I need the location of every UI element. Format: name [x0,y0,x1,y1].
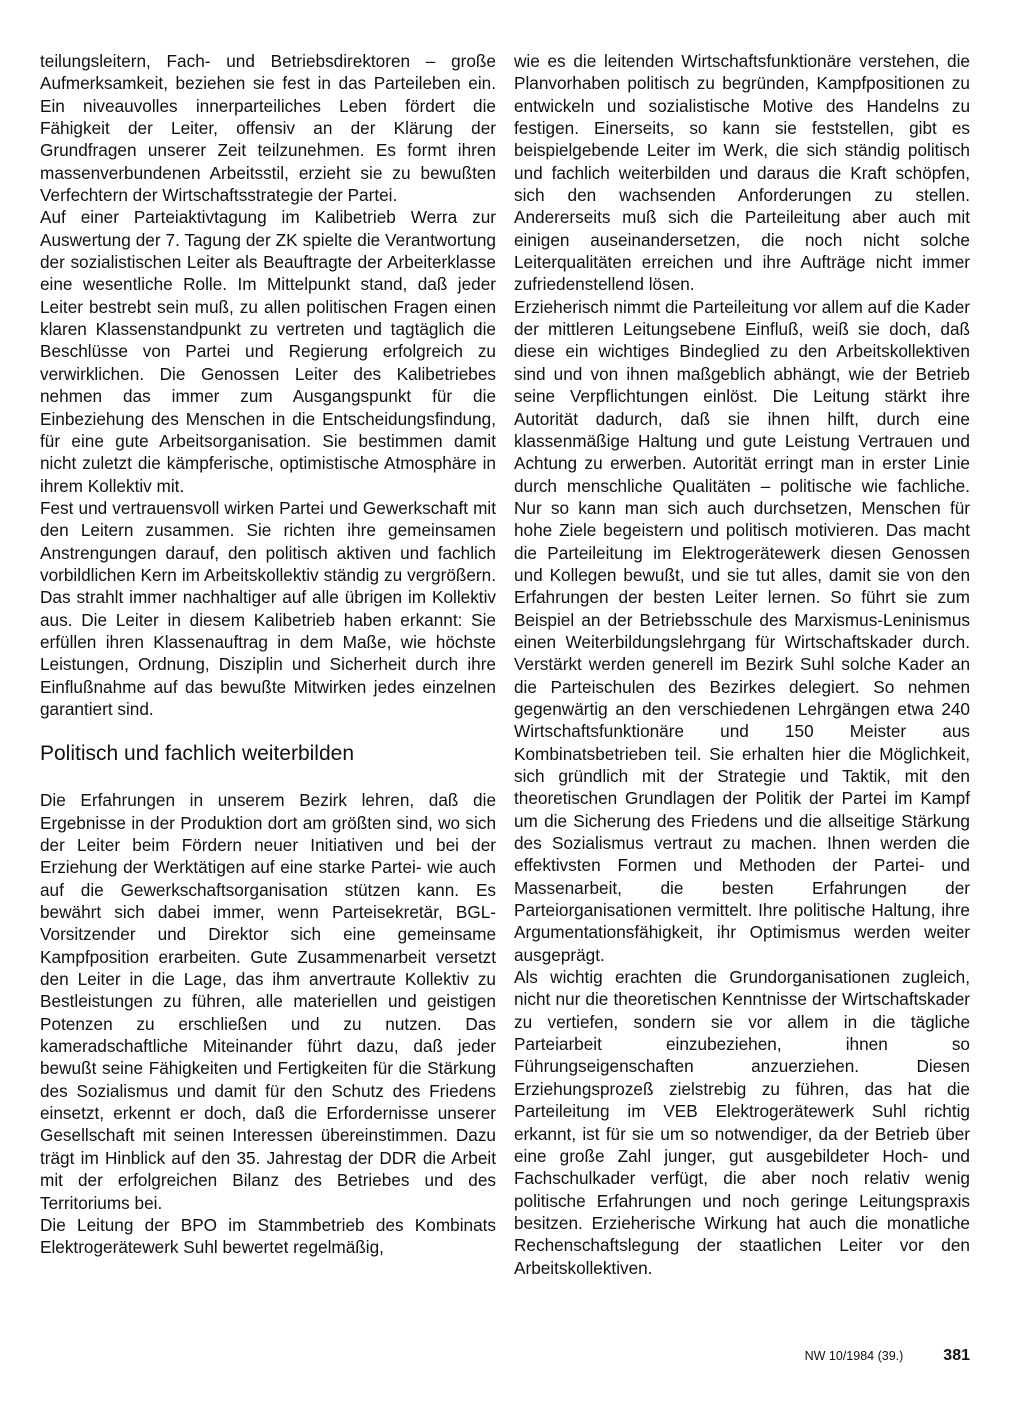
paragraph-5: Die Leitung der BPO im Stammbetrieb des Kombinats Elektrogerätewerk Suhl bewertet regelmäßig, [40,1214,496,1258]
paragraph-8: Als wichtig erachten die Grundorganisationen zugleich, nicht nur die theoretischen Kenntnisse der Wirtschaftskader zu vertiefen, sondern sie vor allem in die tägliche Parteiarbeit einzubeziehen, ihnen so Führungseigenschaften anzuerziehen. Diesen Erziehungsprozeß zielstrebig zu führen, das hat die Parteileitung im VEB Elektrogerätewerk Suhl richtig erkannt, ist für sie um so notwendiger, da der Betrieb über eine große Zahl junger, gut ausgebildeter Hoch- und Fachschulkader verfügt, die aber noch relativ wenig politische Erfahrungen und noch geringe Leitungspraxis besitzen. Erzieherische Wirkung hat auch die monatliche Rechenschaftslegung der staatlichen Leiter vor den Arbeitskollektiven. [514,967,970,1278]
paragraph-1: teilungsleitern, Fach- und Betriebsdirektoren – große Aufmerksamkeit, beziehen sie fest in das Parteileben ein. Ein niveauvolles innerparteiliches Leben fördert die Fähigkeit der Leiter, offensiv an der Klärung der Grundfragen unserer Zeit teilzunehmen. Es formt ihren massenverbundenen Arbeitsstil, erzieht sie zu bewußten Verfechtern der Wirtschaftsstrategie der Partei. [40,51,496,206]
page-footer [514,1347,970,1365]
right-column [514,50,970,1279]
page-number: 381 [943,1347,970,1364]
left-column [40,50,496,1259]
paragraph-3: Fest und vertrauensvoll wirken Partei und Gewerkschaft mit den Leitern zusammen. Sie richten ihre gemeinsamen Anstrengungen darauf, den politisch aktiven und fachlich vorbildlichen Kern im Arbeitskollektiv ständig zu vergrößern. Das strahlt immer nachhaltiger auf alle übrigen im Kollektiv aus. Die Leiter in diesem Kalibetrieb haben erkannt: Sie erfüllen ihren Klassenauftrag in dem Maße, wie höchste Leistungen, Ordnung, Disziplin und Sicherheit durch ihre Einflußnahme auf das bewußte Mitwirken jedes einzelnen garantiert sind. [40,497,496,719]
section-heading: Politisch und fachlich weiterbilden [40,742,355,766]
paragraph-4: Die Erfahrungen in unserem Bezirk lehren, daß die Ergebnisse in der Produktion dort am größten sind, wo sich der Leiter beim Fördern neuer Initiativen und bei der Erziehung der Werktätigen auf eine starke Partei- wie auch auf die Gewerkschaftsorganisation stützen kann. Es bewährt sich dabei immer, wenn Parteisekretär, BGL-Vorsitzender und Direktor sich eine gemeinsame Kampfposition erarbeiten. Gute Zusammenarbeit versetzt den Leiter in die Lage, das ihm anvertraute Kollektiv zu Bestleistungen zu führen, alle materiellen und geistigen Potenzen zu erschließen und zu nutzen. Das kameradschaftliche Miteinander führt dazu, daß jeder bewußt seine Fähigkeiten und Fertigkeiten für die Stärkung des Sozialismus und damit für den Schutz des Friedens einsetzt, erkennt er doch, daß die Erfordernisse unserer Gesellschaft mit seinen Interessen übereinstimmen. Dazu trägt im Hinblick auf den 35. Jahrestag der DDR die Arbeit mit der erfolgreichen Bilanz des Betriebes und des Territoriums bei. [40,790,496,1213]
issue-label: NW 10/1984 (39.) [804,1349,904,1363]
paragraph-7: Erzieherisch nimmt die Parteileitung vor allem auf die Kader der mittleren Leitungsebene Einfluß, weiß sie doch, daß diese ein wichtiges Bindeglied zu den Arbeitskollektiven sind und von ihnen maßgeblich abhängt, wie der Betrieb seine Verpflichtungen einlöst. Die Leitung stärkt ihre Autorität dadurch, daß sie ihnen hilft, durch eine klassenmäßige Haltung und gute Leistung Vertrauen und Achtung zu erwerben. Autorität erringt man in erster Linie durch menschliche Qualitäten – politische wie fachliche. Nur so kann man sich auch durchsetzen, Menschen für hohe Ziele begeistern und politisch motivieren. Das macht die Parteileitung im Elektrogerätewerk diesen Genossen und Kollegen bewußt, und sie tut alles, damit sie von den Erfahrungen der besten Leiter lernen. So führt sie zum Beispiel an der Betriebsschule des Marxismus-Leninismus einen Weiterbildungslehrgang für Wirtschaftskader durch. Verstärkt werden generell im Bezirk Suhl solche Kader an die Parteischulen des Bezirkes delegiert. So nehmen gegenwärtig an den verschiedenen Lehrgängen etwa 240 Wirtschaftsfunktionäre und 150 Meister aus Kombinatsbetrieben teil. Sie erhalten hier die Möglichkeit, sich gründlich mit der Strategie und Taktik, mit den theoretischen Grundlagen der Politik der Partei im Kampf um die Sicherung des Friedens und die allseitige Stärkung des Sozialismus vertraut zu machen. Ihnen werden die effektivsten Formen und Methoden der Partei- und Massenarbeit, die besten Erfahrungen der Parteiorganisationen vermittelt. Ihre politische Haltung, ihre Argumentationsfähigkeit, ihr Optimismus werden weiter ausgeprägt. [514,296,970,965]
paragraph-2: Auf einer Parteiaktivtagung im Kalibetrieb Werra zur Auswertung der 7. Tagung der ZK spielte die Verantwortung der sozialistischen Leiter als Beauftragte der Arbeiterklasse eine wesentliche Rolle. Im Mittelpunkt stand, daß jeder Leiter bestrebt sein muß, zu allen politischen Fragen einen klaren Klassenstandpunkt zu vertreten und tagtäglich die Beschlüsse von Partei und Regierung erfolgreich zu verwirklichen. Die Genossen Leiter des Kalibetriebes nehmen das immer zum Ausgangspunkt für die Einbeziehung des Menschen in die Entscheidungsfindung, für eine gute Arbeitsorganisation. Sie bestimmen damit nicht zuletzt die kämpferische, optimistische Atmosphäre in ihrem Kollektiv mit. [40,207,496,496]
paragraph-6: wie es die leitenden Wirtschaftsfunktionäre verstehen, die Planvorhaben politisch zu begründen, Kampfpositionen zu entwickeln und sozialistische Motive des Handelns zu festigen. Einerseits, so kann sie feststellen, gibt es beispielgebende Leiter im Werk, die sich ständig politisch und fachlich weiterbilden und daraus die Kraft schöpfen, sich den wachsenden Anforderungen zu stellen. Andererseits muß sich die Parteileitung aber auch mit einigen auseinandersetzen, die noch nicht solche Leiterqualitäten erreichen und ihre Aufträge nicht immer zufriedenstellend lösen. [514,51,970,295]
